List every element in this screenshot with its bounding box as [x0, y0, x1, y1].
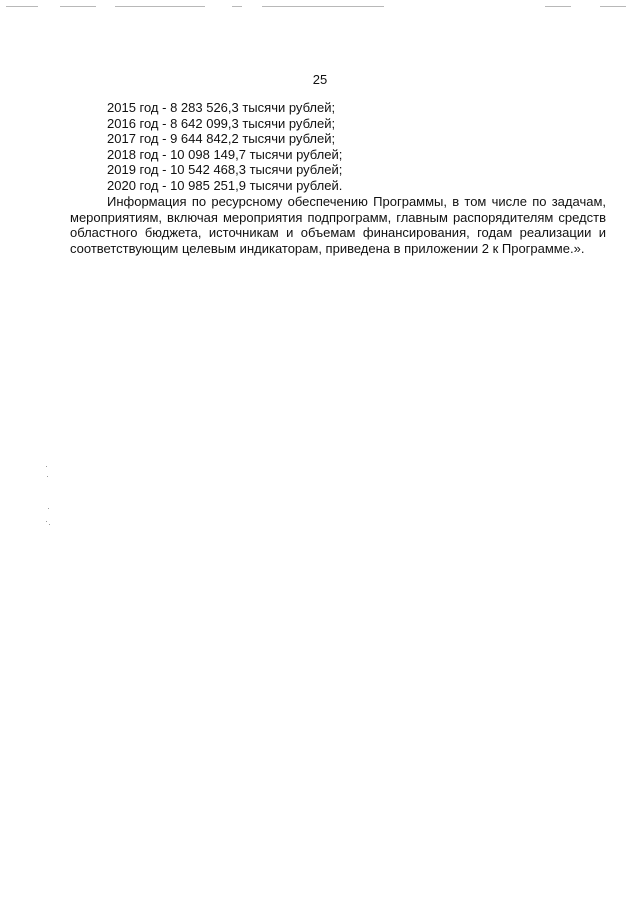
funding-line-2018: 2018 год - 10 098 149,7 тысячи рублей; — [107, 146, 343, 162]
scan-speck — [48, 508, 49, 509]
scan-mark — [6, 6, 38, 7]
resource-info-paragraph: Информация по ресурсному обеспечению Программы, в том числе по задачам, мероприятиям, включая мероприятия подпрограмм, главным распорядителям средств областного бюджета, источникам и объемам финансирования, годам реализации и соответствующим целевым индикаторам, приведена в приложении 2 к Программе.». — [70, 194, 606, 256]
scan-mark — [115, 6, 205, 7]
scan-mark — [600, 6, 626, 7]
scan-mark — [545, 6, 571, 7]
funding-by-year-list — [107, 100, 342, 194]
scan-artifact-strip — [0, 6, 640, 10]
scan-speck — [46, 466, 47, 467]
funding-line-2017: 2017 год - 9 644 842,2 тысячи рублей; — [107, 131, 336, 147]
scan-mark — [232, 6, 242, 7]
scan-mark — [60, 6, 96, 7]
page-number: 25 — [312, 72, 328, 87]
funding-line-2020: 2020 год - 10 985 251,9 тысячи рублей. — [107, 177, 343, 193]
funding-line-2016: 2016 год - 8 642 099,3 тысячи рублей; — [107, 115, 336, 131]
scan-speck — [47, 476, 48, 477]
scan-mark — [262, 6, 384, 7]
funding-line-2019: 2019 год - 10 542 468,3 тысячи рублей; — [107, 162, 343, 178]
funding-line-2015: 2015 год - 8 283 526,3 тысячи рублей; — [107, 100, 336, 115]
scan-speck — [49, 524, 50, 525]
scan-speck — [46, 521, 47, 522]
